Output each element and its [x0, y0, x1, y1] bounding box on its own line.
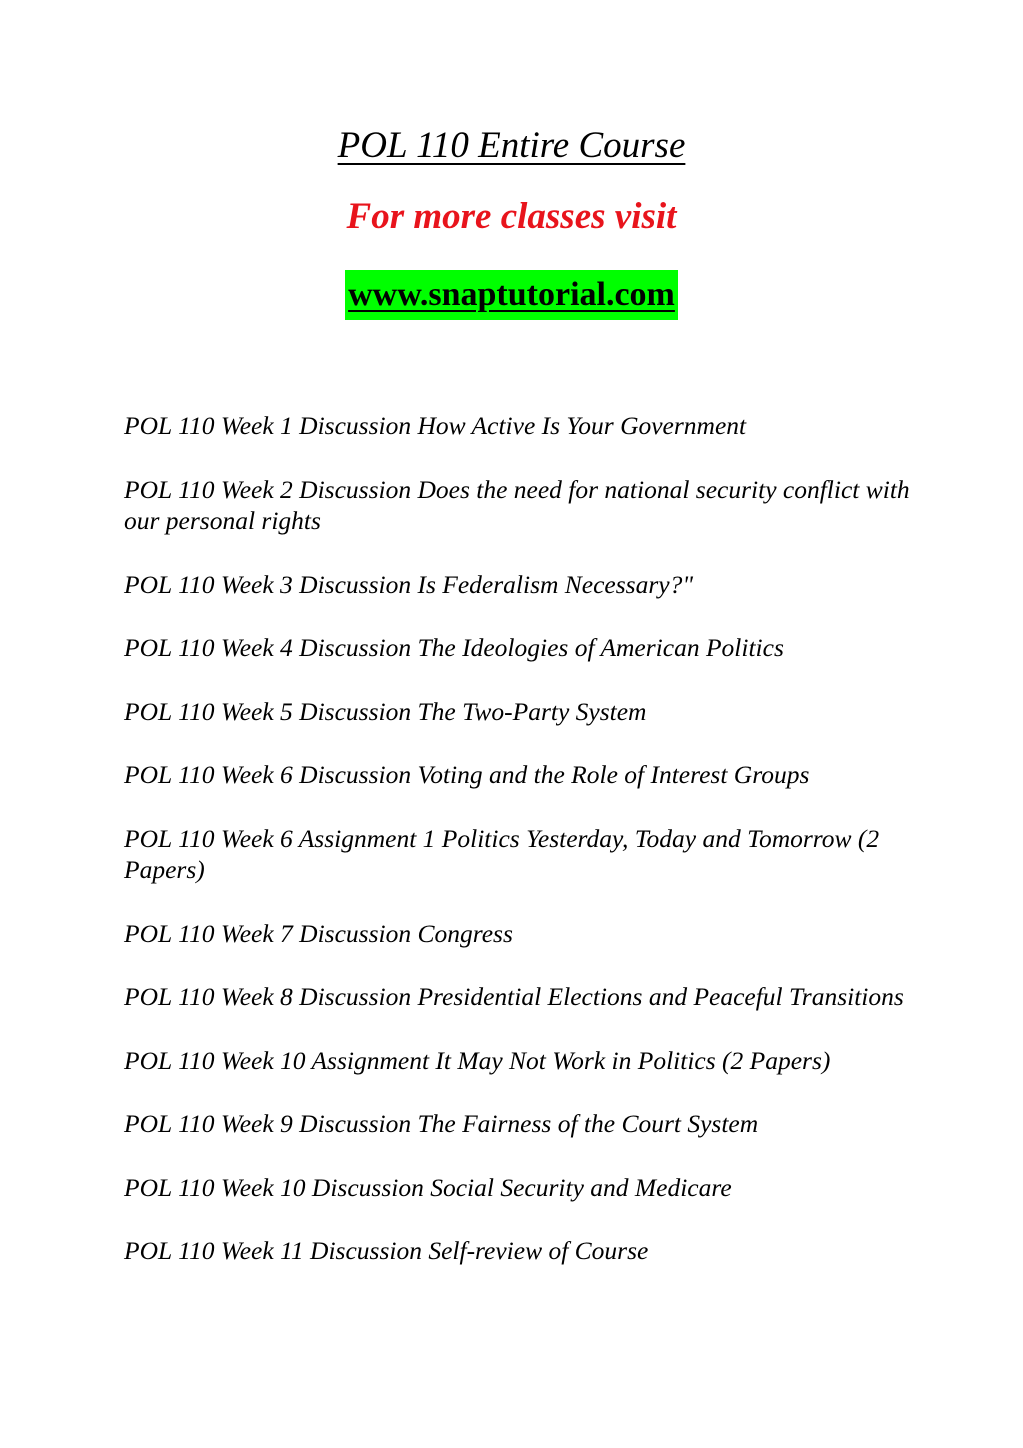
promo-subtitle: For more classes visit	[346, 196, 677, 237]
list-item: POL 110 Week 1 Discussion How Active Is Your Government	[124, 411, 747, 440]
list-item: POL 110 Week 8 Discussion Presidential Elections and Peaceful Transitions	[124, 982, 904, 1011]
list-item: POL 110 Week 10 Assignment It May Not Work in Politics (2 Papers)	[124, 1045, 831, 1075]
list-item: POL 110 Week 6 Discussion Voting and the Role of Interest Groups	[124, 760, 810, 789]
list-item: POL 110 Week 2 Discussion Does the need for national security conflict with our personal rights	[124, 474, 910, 535]
list-item: POL 110 Week 11 Discussion Self-review of Course	[124, 1236, 649, 1265]
list-item: POL 110 Week 3 Discussion Is Federalism Necessary?"	[124, 569, 694, 599]
list-item: POL 110 Week 6 Assignment 1 Politics Yesterday, Today and Tomorrow (2 Papers)	[124, 823, 880, 884]
list-item: POL 110 Week 9 Discussion The Fairness of the Court System	[124, 1109, 759, 1138]
page-title: POL 110 Entire Course	[337, 125, 686, 166]
list-item: POL 110 Week 7 Discussion Congress	[124, 918, 513, 948]
list-item: POL 110 Week 10 Discussion Social Security and Medicare	[124, 1172, 732, 1202]
course-item-list	[124, 410, 914, 1299]
link-container	[0, 270, 1023, 320]
list-item: POL 110 Week 5 Discussion The Two-Party System	[124, 696, 647, 726]
website-link[interactable]: www.snaptutorial.com	[345, 270, 678, 320]
list-item: POL 110 Week 4 Discussion The Ideologies of American Politics	[124, 633, 784, 662]
